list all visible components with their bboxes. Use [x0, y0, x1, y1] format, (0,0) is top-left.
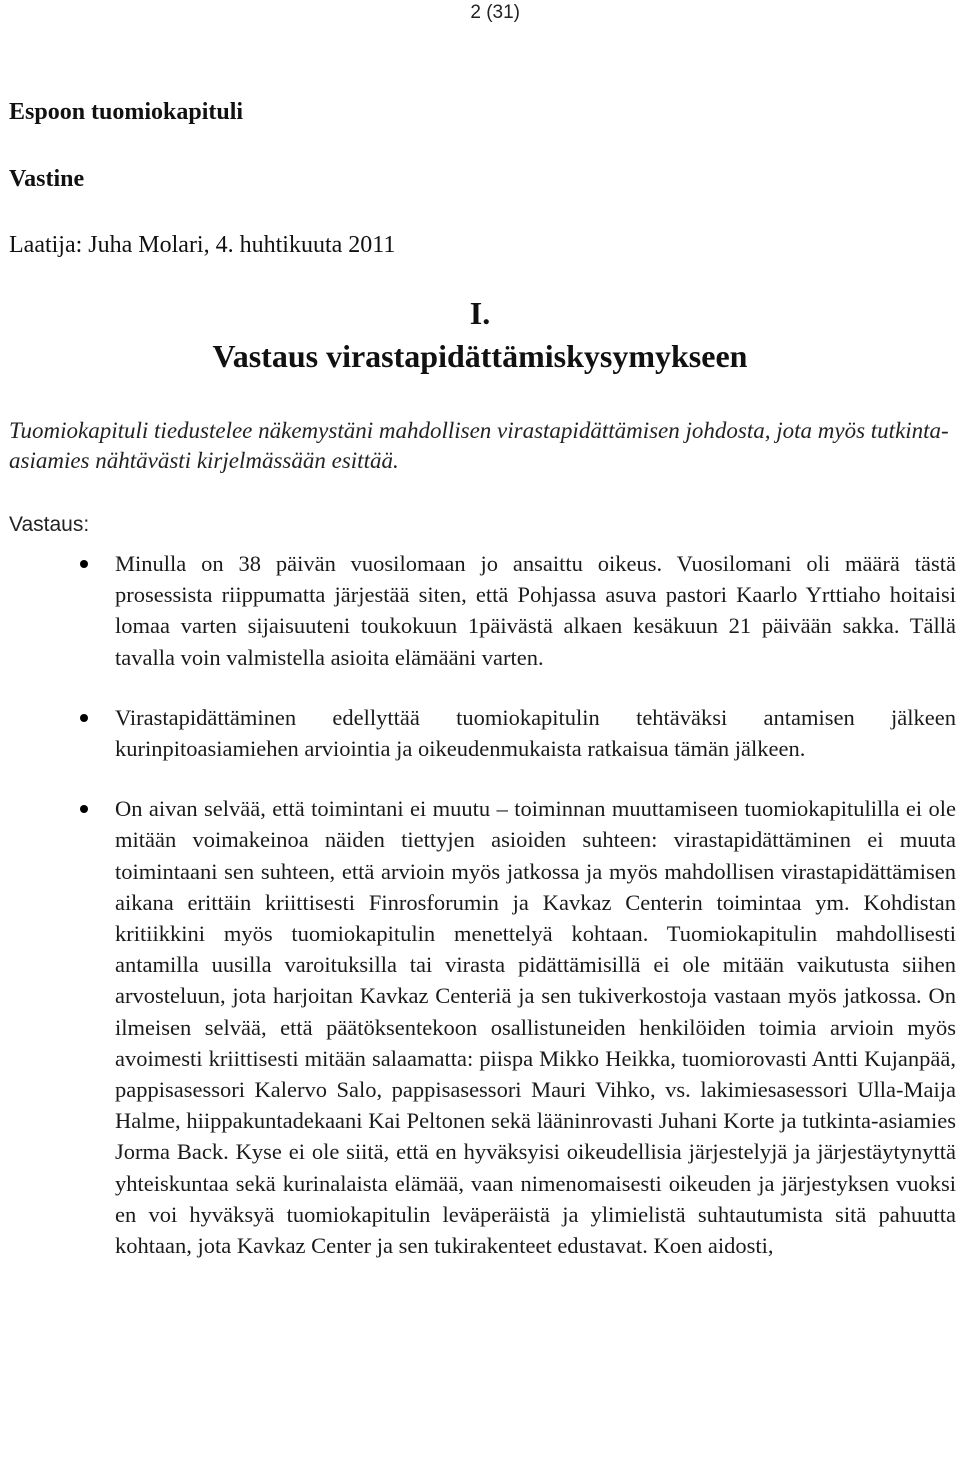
section-title: Vastaus virastapidättämiskysymykseen	[212, 338, 748, 374]
page-number: 2 (31)	[470, 2, 520, 23]
document-type: Vastine	[9, 166, 85, 192]
organization-name: Espoon tuomiokapituli	[9, 99, 244, 125]
answer-label: Vastaus:	[9, 513, 90, 536]
author-line: Laatija: Juha Molari, 4. huhtikuuta 2011	[9, 232, 396, 258]
bullet-dot-icon	[80, 560, 88, 568]
bullet-text: On aivan selvää, että toimintani ei muutu – toiminnan muuttamiseen tuomiokapitulilla ei ole mitään voimakeinoa näiden tiettyjen asioiden suhteen: virastapidättäminen ei muuta toimintaani sen suhteen, että arvioin myös jatkossa ja myös mahdollisen virastapidättämisen aikana erittäin kriittisesti Finrosforumin ja Kavkaz Centerin toimintaa ym. Kohdistan kritiikkini myös tuomiokapitulin menettelyä kohtaan. Tuomiokapitulin mahdollisesti antamilla uusilla varoituksilla tai virasta pidättämisillä ei ole mitään vaikutusta siihen arvosteluun, jota harjoitan Kavkaz Centeriä ja sen tukiverkostoja vastaan myös jatkossa. On ilmeisen selvää, että päätöksentekoon osallistuneiden henkilöiden toimia arvioin myös avoimesti kriittisesti mitään salaamatta: piispa Mikko Heikka, tuomiorovasti Antti Kujanpää, pappisasessori Kalervo Salo, pappisasessori Mauri Vihko, vs. lakimiesasessori Ulla-Maija Halme, hiippakuntadekaani Kai Peltonen sekä lääninrovasti Juhani Korte ja tutkinta-asiamies Jorma Back. Kyse ei ole siitä, että en hyväksyisi oikeudellisia järjestelyjä ja järjestäytynyttä yhteiskuntaa sekä kurinalaista elämää, vaan nimenomaisesti oikeuden ja järjestyksen vuoksi en voi hyväksyä tuomiokapitulin leväperäistä ja ylimielistä suhtautumista sitä pahuutta kohtaan, jota Kavkaz Center ja sen tukirakenteet edustavat. Koen aidosti,	[115, 796, 956, 1259]
bullet-text: Virastapidättäminen edellyttää tuomiokapitulin tehtäväksi antamisen jälkeen kurinpitoasiamiehen arviointia ja oikeudenmukaista ratkaisua tämän jälkeen.	[115, 704, 956, 762]
bullet-dot-icon	[80, 714, 88, 722]
answer-bullet-list	[0, 548, 960, 1290]
intro-paragraph: Tuomiokapituli tiedustelee näkemystäni mahdollisen virastapidättämisen johdosta, jota myös tutkinta-asiamies nähtävästi kirjelmässään esittää.	[9, 418, 949, 473]
bullet-item	[0, 702, 960, 764]
bullet-dot-icon	[80, 805, 88, 813]
bullet-item	[0, 548, 960, 673]
section-number: I.	[469, 295, 491, 331]
bullet-text: Minulla on 38 päivän vuosilomaan jo ansaittu oikeus. Vuosilomani oli määrä tästä prosessista riippumatta järjestää siten, että Pohjassa asuva pastori Kaarlo Yrttiaho hoitaisi lomaa varten sijaisuuteni toukokuun 1päivästä alkaen kesäkuun 21 päivään sakka. Tällä tavalla voin valmistella asioita elämääni varten.	[115, 551, 956, 670]
bullet-item	[0, 793, 960, 1261]
